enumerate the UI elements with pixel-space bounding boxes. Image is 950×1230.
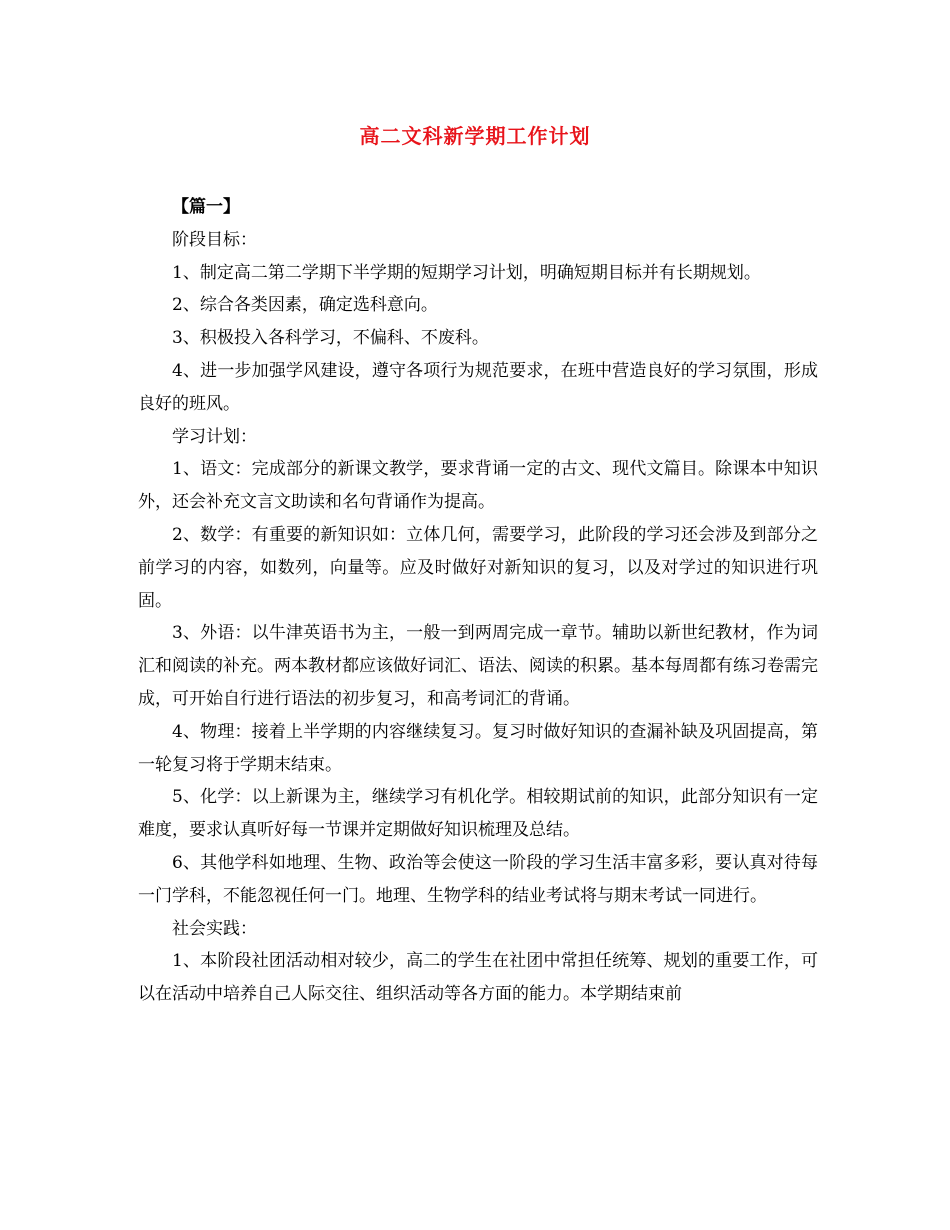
paragraph: 1、语文：完成部分的新课文教学，要求背诵一定的古文、现代文篇目。除课本中知识外，还会补充文言文助读和名句背诵作为提高。 xyxy=(138,459,818,513)
paragraph: 1、本阶段社团活动相对较少，高二的学生在社团中常担任统筹、规划的重要工作，可以在活动中培养自己人际交往、组织活动等各方面的能力。本学期结束前 xyxy=(138,951,818,1005)
document-body xyxy=(138,191,818,1011)
document-title: 高二文科新学期工作计划 xyxy=(359,124,591,148)
paragraph: 2、数学：有重要的新知识如：立体几何，需要学习，此阶段的学习还会涉及到部分之前学习的内容，如数列，向量等。应及时做好对新知识的复习，以及对学过的知识进行巩固。 xyxy=(138,524,818,611)
section-heading: 【篇一】 xyxy=(172,197,240,217)
paragraph: 4、物理：接着上半学期的内容继续复习。复习时做好知识的查漏补缺及巩固提高，第一轮复习将于学期末结束。 xyxy=(138,721,818,775)
paragraph: 3、积极投入各科学习，不偏科、不废科。 xyxy=(172,328,489,349)
paragraph: 学习计划： xyxy=(172,426,257,447)
paragraph: 5、化学：以上新课为主，继续学习有机化学。相较期试前的知识，此部分知识有一定难度，要求认真听好每一节课并定期做好知识梳理及总结。 xyxy=(138,787,818,841)
paragraph: 2、综合各类因素，确定选科意向。 xyxy=(172,295,438,316)
paragraph: 社会实践： xyxy=(172,918,257,939)
paragraph: 1、制定高二第二学期下半学期的短期学习计划，明确短期目标并有长期规划。 xyxy=(172,262,761,283)
paragraph: 阶段目标： xyxy=(172,229,257,250)
paragraph: 4、进一步加强学风建设，遵守各项行为规范要求，在班中营造良好的学习氛围，形成良好的班风。 xyxy=(138,360,818,414)
paragraph: 3、外语：以牛津英语书为主，一般一到两周完成一章节。辅助以新世纪教材，作为词汇和阅读的补充。两本教材都应该做好词汇、语法、阅读的积累。基本每周都有练习卷需完成，可开始自行进行语法的初步复习，和高考词汇的背诵。 xyxy=(138,623,818,709)
paragraph: 6、其他学科如地理、生物、政治等会使这一阶段的学习生活丰富多彩，要认真对待每一门学科，不能忽视任何一门。地理、生物学科的结业考试将与期末考试一同进行。 xyxy=(138,852,818,906)
